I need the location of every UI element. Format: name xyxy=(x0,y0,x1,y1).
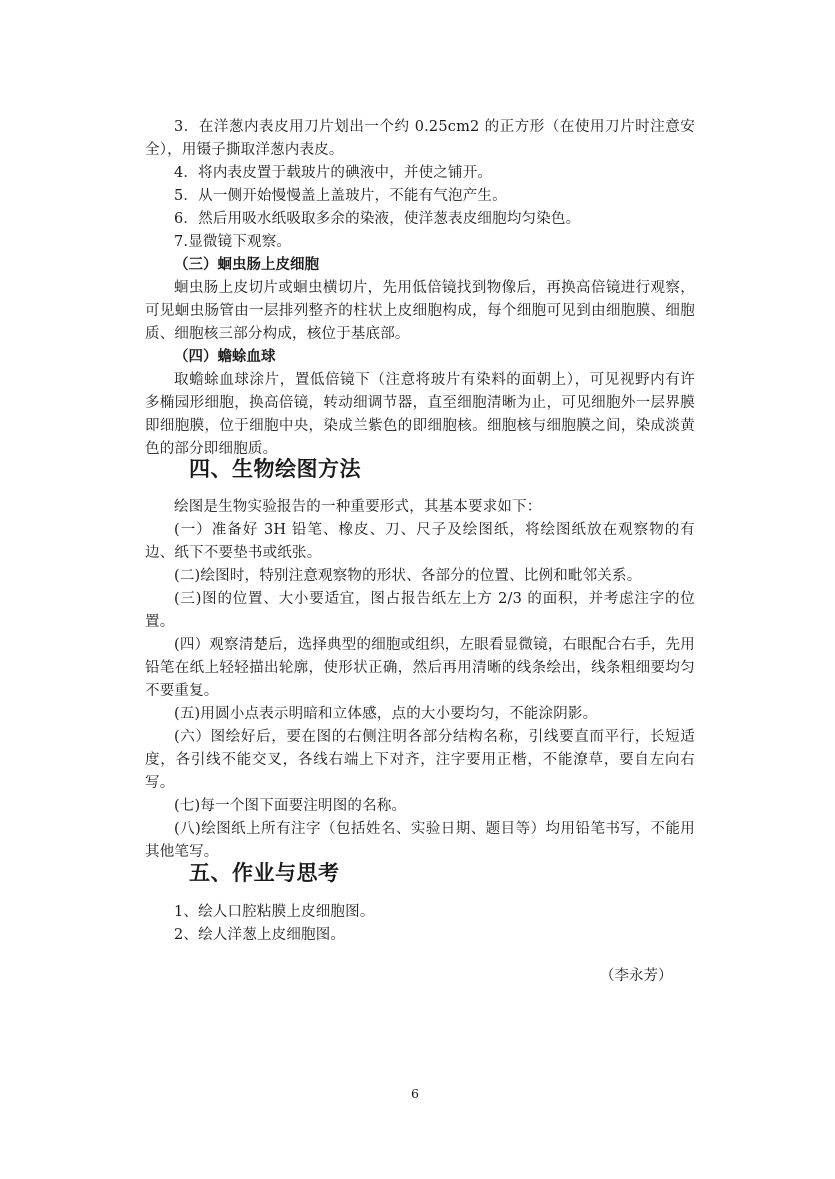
page-number: 6 xyxy=(411,1086,419,1101)
step-5: 5．从一侧开始慢慢盖上盖玻片，不能有气泡产生。 xyxy=(174,188,507,204)
section-4-intro: 绘图是生物实验报告的一种重要形式，其基本要求如下： xyxy=(174,499,542,515)
drawing-rule-1: (一）准备好 3H 铅笔、橡皮、刀、尺子及绘图纸，将绘图纸放在观察物的有边、纸下不要垫书或纸张。 xyxy=(145,522,695,561)
drawing-rule-3: (三)图的位置、大小要适宜，图占报告纸左上方 2/3 的面积，并考虑注字的位置。 xyxy=(145,591,695,630)
subheading-toad-blood: （四）蟾蜍血球 xyxy=(174,349,276,365)
drawing-rule-8: (八)绘图纸上所有注字（包括姓名、实验日期、题目等）均用铅笔书写，不能用其他笔写。 xyxy=(145,821,695,860)
paragraph-toad-blood: 取蟾蜍血球涂片，置低倍镜下（注意将玻片有染料的面朝上），可见视野内有许多椭园形细胞，换高倍镜，转动细调节器，直至细胞清晰为止，可见细胞外一层界膜即细胞膜，位于细胞中央，染成兰紫色的即细胞核。细胞核与细胞膜之间，染成淡黄色的部分即细胞质。 xyxy=(145,372,695,457)
paragraph-ascaris: 蛔虫肠上皮切片或蛔虫横切片，先用低倍镜找到物像后，再换高倍镜进行观察，可见蛔虫肠管由一层排列整齐的柱状上皮细胞构成，每个细胞可见到由细胞膜、细胞质、细胞核三部分构成，核位于基底部。 xyxy=(145,280,695,342)
section-5 xyxy=(145,858,695,888)
author-name: （李永芳） xyxy=(600,968,673,984)
homework-item-2: 2、绘人洋葱上皮细胞图。 xyxy=(174,927,346,943)
homework-item-1: 1、绘人口腔粘膜上皮细胞图。 xyxy=(174,904,375,920)
section-3-continued xyxy=(145,116,695,461)
drawing-rule-4: (四）观察清楚后，选择典型的细胞或组织，左眼看显微镜，右眼配合右手，先用铅笔在纸上轻轻描出轮廓，使形状正确，然后再用清晰的线条绘出，线条粗细要均匀不要重复。 xyxy=(145,637,695,699)
section-4-body xyxy=(145,496,695,864)
drawing-rule-2: (二)绘图时，特别注意观察物的形状、各部分的位置、比例和毗邻关系。 xyxy=(174,568,642,584)
subheading-ascaris: （三）蛔虫肠上皮细胞 xyxy=(174,257,319,273)
step-7: 7.显微镜下观察。 xyxy=(174,234,292,250)
drawing-rule-7: (七)每一个图下面要注明图的名称。 xyxy=(174,798,407,814)
step-3: 3．在洋葱内表皮用刀片划出一个约 0.25cm2 的正方形（在使用刀片时注意安全），用镊子撕取洋葱内表皮。 xyxy=(145,119,695,158)
drawing-rule-5: (五)用圆小点表示明暗和立体感，点的大小要均匀，不能涂阴影。 xyxy=(174,706,598,722)
section-4 xyxy=(145,454,695,484)
section-4-title: 四、生物绘图方法 xyxy=(189,457,361,481)
step-4: 4．将内表皮置于载玻片的碘液中，并使之铺开。 xyxy=(174,165,493,181)
section-5-title: 五、作业与思考 xyxy=(189,861,340,885)
section-5-body xyxy=(145,901,695,947)
step-6: 6．然后用吸水纸吸取多余的染液，使洋葱表皮细胞均匀染色。 xyxy=(174,211,581,227)
drawing-rule-6: (六）图绘好后，要在图的右侧注明各部分结构名称，引线要直而平行，长短适度，各引线不能交叉，各线右端上下对齐，注字要用正楷，不能潦草，要自左向右写。 xyxy=(145,729,695,791)
